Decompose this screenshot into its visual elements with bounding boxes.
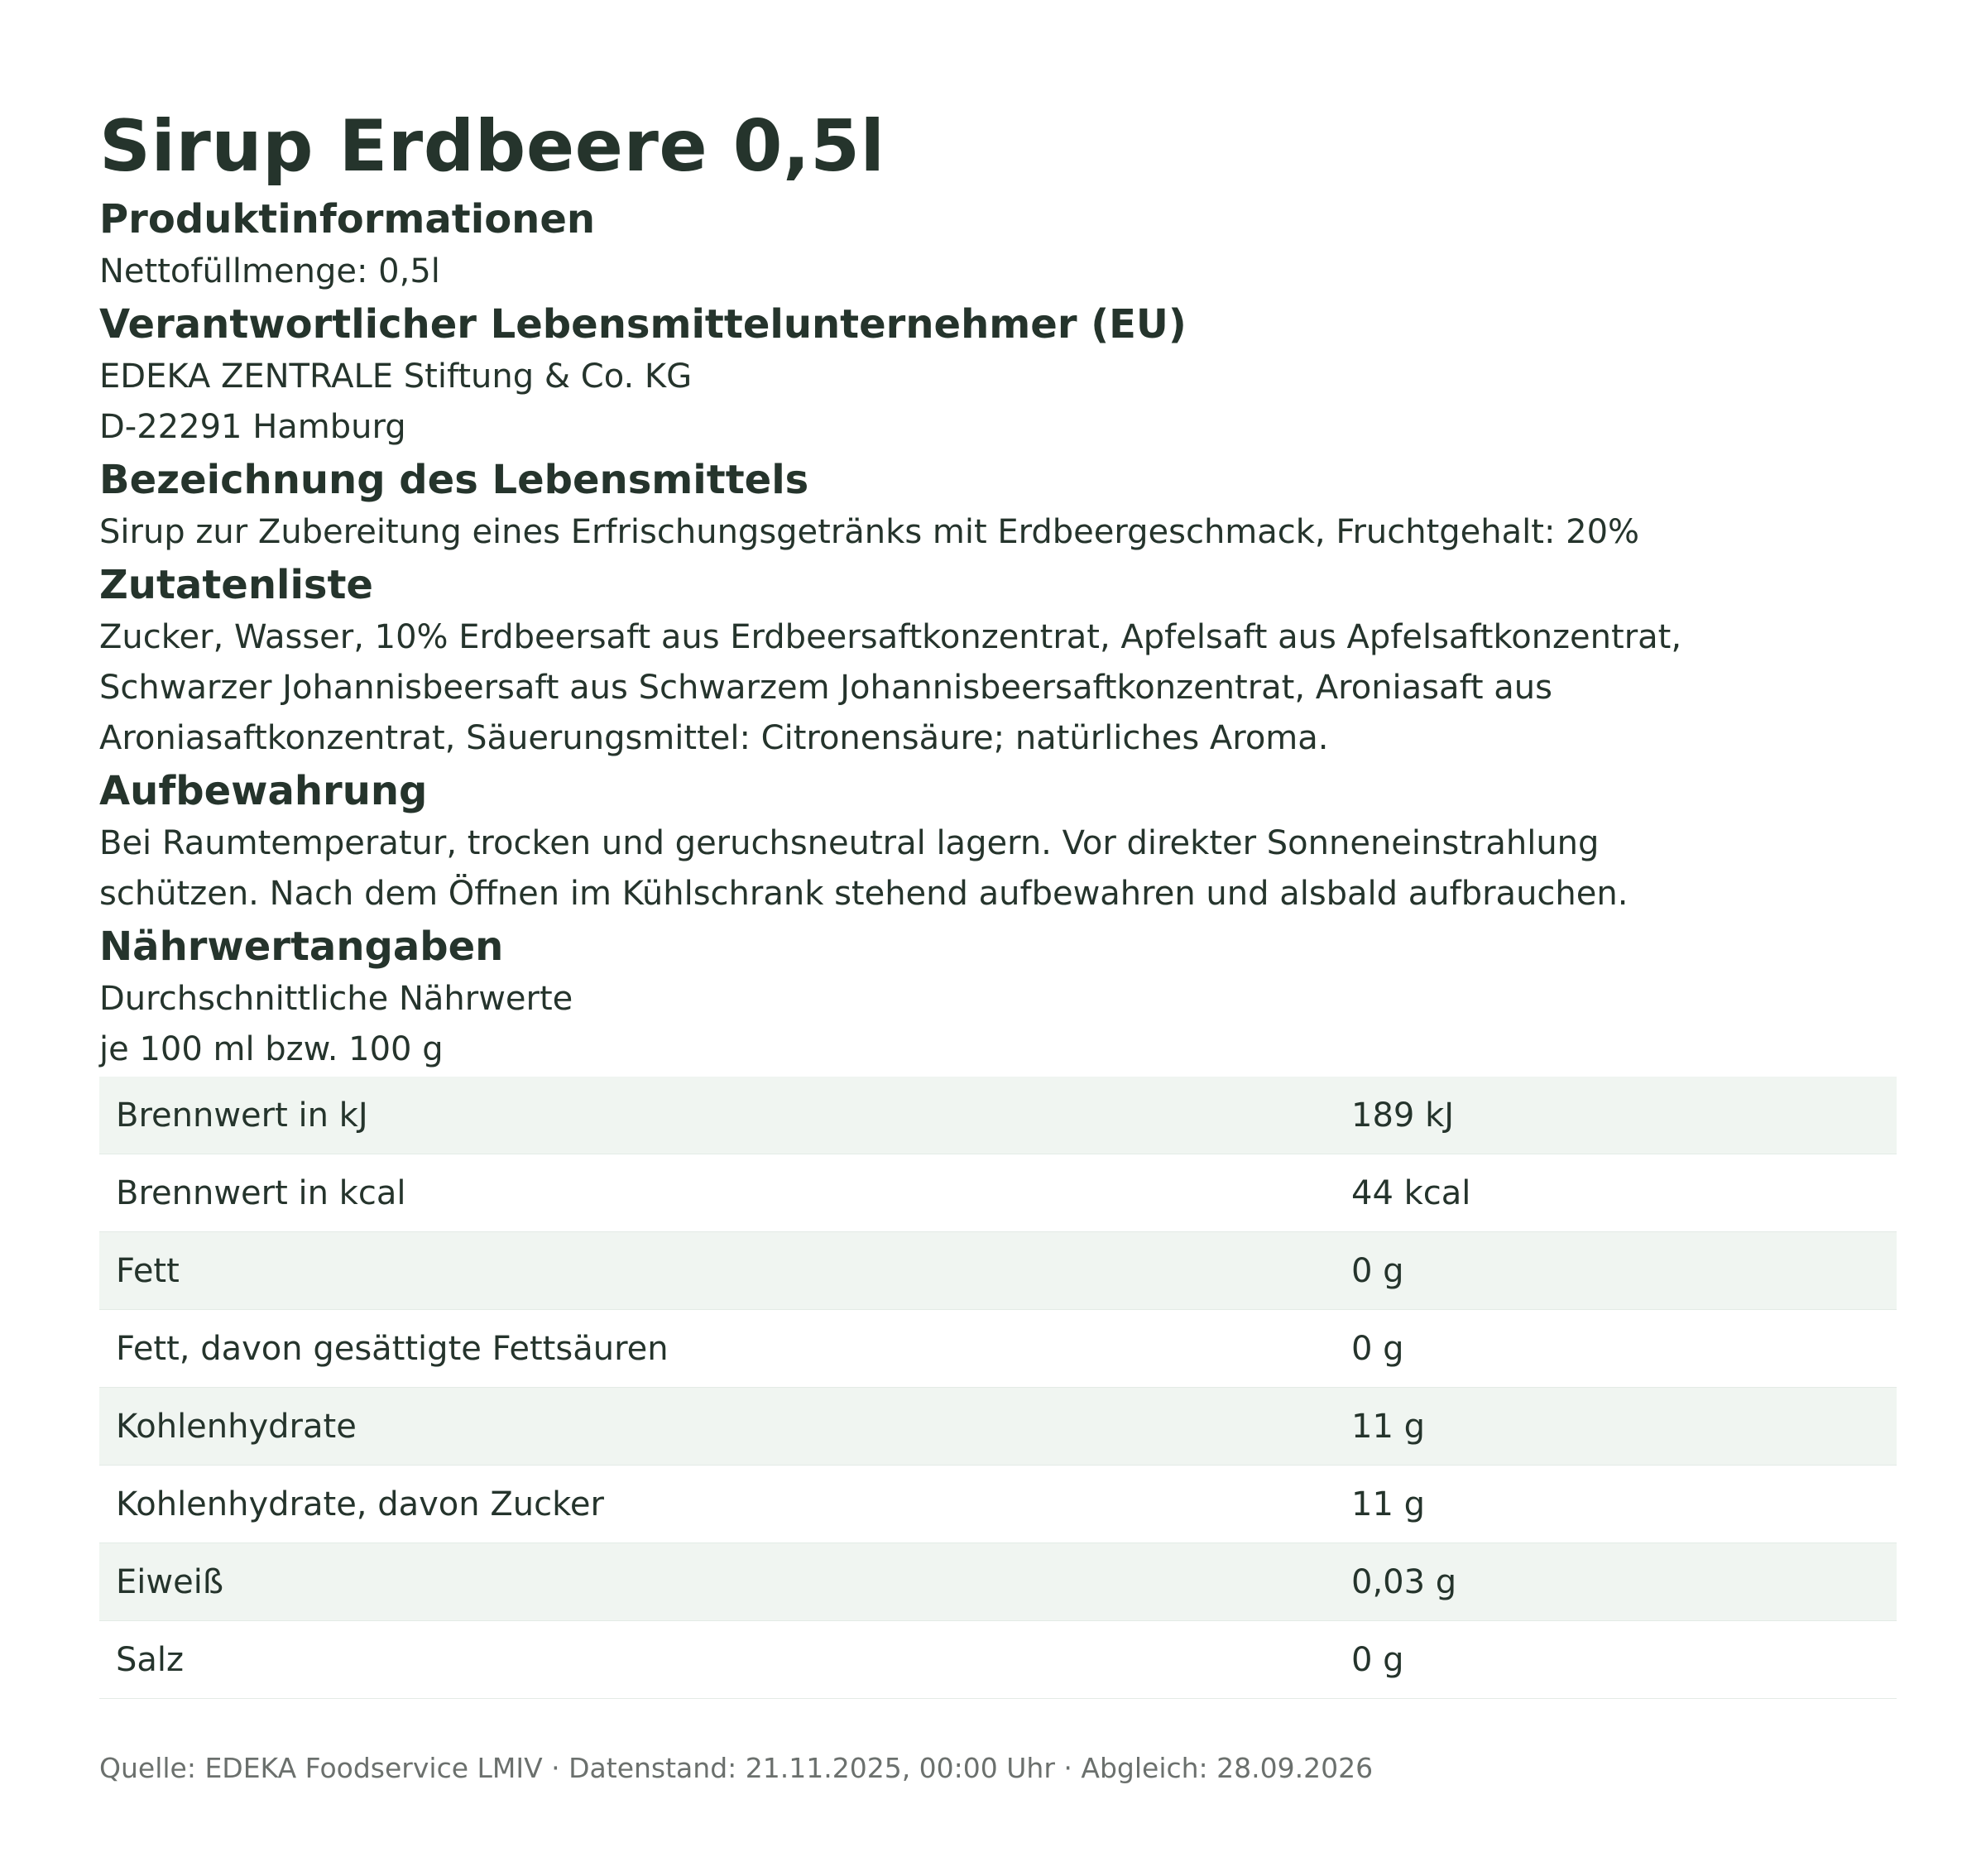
nutrient-label: Brennwert in kJ [99,1077,1335,1154]
nutrient-label: Kohlenhydrate, davon Zucker [99,1466,1335,1543]
table-row [99,1310,1897,1388]
nutrition-reference-quantity: je 100 ml bzw. 100 g [99,1030,444,1068]
nutrition-subtitle: Durchschnittliche Nährwerte [99,980,573,1018]
nutrient-value: 0 g [1335,1310,1897,1388]
nutrient-label: Fett [99,1232,1335,1310]
table-row [99,1077,1897,1154]
section-heading-lebensmittelunternehmer: Verantwortlicher Lebensmittelunternehmer (EU) [99,301,1187,348]
company-name: EDEKA ZENTRALE Stiftung & Co. KG [99,357,693,396]
nutrition-table [99,1077,1897,1699]
table-row [99,1154,1897,1232]
nutrient-label: Salz [99,1621,1335,1699]
nutrient-value: 189 kJ [1335,1077,1897,1154]
table-row [99,1466,1897,1543]
food-designation: Sirup zur Zubereitung eines Erfrischungsgetränks mit Erdbeergeschmack, Fruchtgehalt: 20% [99,513,1640,551]
nutrient-value: 0 g [1335,1232,1897,1310]
table-row [99,1232,1897,1310]
ingredients-line: Aroniasaftkonzentrat, Säuerungsmittel: Citronensäure; natürliches Aroma. [99,719,1329,757]
nutrient-value: 0,03 g [1335,1543,1897,1621]
net-quantity: Nettofüllmenge: 0,5l [99,252,440,290]
nutrient-value: 11 g [1335,1388,1897,1466]
section-heading-produktinformationen: Produktinformationen [99,196,596,242]
nutrient-value: 0 g [1335,1621,1897,1699]
nutrient-value: 44 kcal [1335,1154,1897,1232]
section-heading-aufbewahrung: Aufbewahrung [99,768,428,814]
table-row [99,1543,1897,1621]
nutrient-value: 11 g [1335,1466,1897,1543]
section-heading-zutatenliste: Zutatenliste [99,562,373,608]
nutrient-label: Fett, davon gesättigte Fettsäuren [99,1310,1335,1388]
nutrient-label: Brennwert in kcal [99,1154,1335,1232]
section-heading-naehrwertangaben: Nährwertangaben [99,924,504,970]
storage-line: schützen. Nach dem Öffnen im Kühlschrank stehend aufbewahren und alsbald aufbrauchen. [99,875,1629,913]
table-row [99,1388,1897,1466]
storage-line: Bei Raumtemperatur, trocken und geruchsneutral lagern. Vor direkter Sonneneinstrahlung [99,824,1600,862]
company-address: D-22291 Hamburg [99,408,406,446]
section-heading-bezeichnung: Bezeichnung des Lebensmittels [99,457,809,503]
ingredients-line: Zucker, Wasser, 10% Erdbeersaft aus Erdbeersaftkonzentrat, Apfelsaft aus Apfelsaftkonzentrat, [99,618,1682,656]
ingredients-line: Schwarzer Johannisbeersaft aus Schwarzem Johannisbeersaftkonzentrat, Aroniasaft aus [99,669,1552,707]
source-footnote: Quelle: EDEKA Foodservice LMIV · Datenstand: 21.11.2025, 00:00 Uhr · Abgleich: 28.09.2026 [99,1752,1374,1784]
product-title: Sirup Erdbeere 0,5l [99,105,885,188]
nutrient-label: Kohlenhydrate [99,1388,1335,1466]
table-row [99,1621,1897,1699]
nutrient-label: Eiweiß [99,1543,1335,1621]
